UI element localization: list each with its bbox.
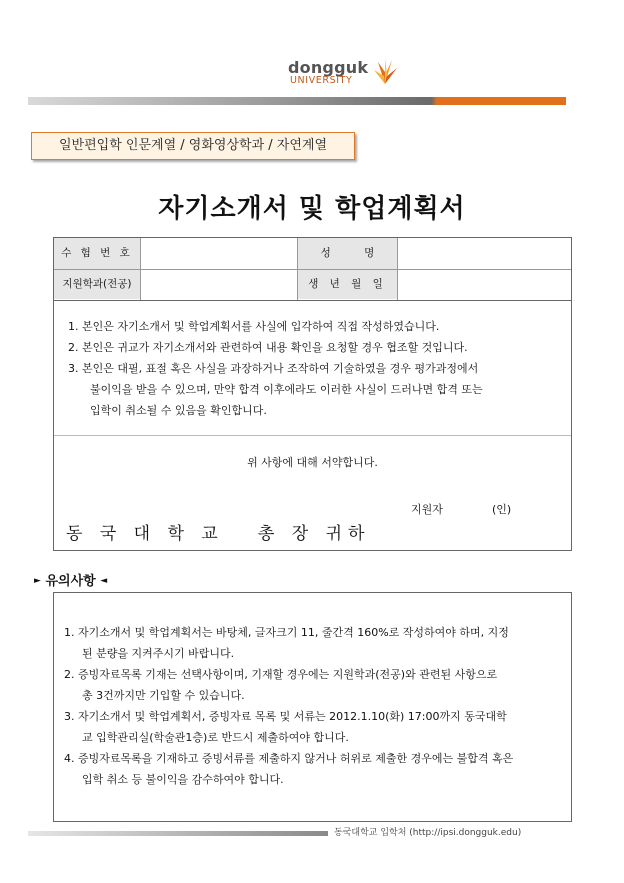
applicant-info-table bbox=[53, 237, 572, 301]
pledge-item-3-cont-2: 입학이 취소될 수 있음을 확인합니다. bbox=[90, 404, 267, 417]
pledge-section bbox=[53, 301, 572, 551]
notes-heading bbox=[34, 570, 107, 589]
triangle-left-icon: ◄ bbox=[100, 576, 108, 586]
note-item-1: 1. 자기소개서 및 학업계획서는 바탕체, 글자크기 11, 줄간격 160%로 작성하여야 하며, 지정 bbox=[64, 626, 509, 639]
department-field[interactable] bbox=[141, 270, 297, 299]
notes-heading-text: 유의사항 bbox=[45, 574, 96, 589]
note-item-3: 3. 자기소개서 및 학업계획서, 증빙자료 목록 및 서류는 2012.1.10(화) 17:00까지 동국대학 bbox=[64, 710, 507, 723]
footer-gradient-bar bbox=[28, 831, 328, 836]
logo-text-main: dongguk bbox=[288, 58, 369, 77]
note-item-1-cont: 된 분량을 지켜주시기 바랍니다. bbox=[82, 647, 235, 660]
lotus-flame-icon bbox=[372, 56, 398, 86]
applicant-label: 지원자 bbox=[411, 503, 443, 516]
department-label: 지원학과(전공) bbox=[54, 270, 140, 299]
note-item-4-cont: 입학 취소 등 불이익을 감수하여야 합니다. bbox=[82, 773, 284, 786]
birthdate-field[interactable] bbox=[398, 270, 570, 299]
pledge-item-3-cont-1: 불이익을 받을 수 있으며, 만약 합격 이후에라도 이러한 사실이 드러나면 합격 또는 bbox=[90, 383, 483, 396]
note-item-2-cont: 총 3건까지만 기입할 수 있습니다. bbox=[82, 689, 245, 702]
seal-label: (인) bbox=[492, 503, 512, 516]
note-item-2: 2. 증빙자료목록 기재는 선택사항이며, 기재할 경우에는 지원학과(전공)와 관련된 사항으로 bbox=[64, 668, 498, 681]
department-banner: 일반편입학 인문계열 / 영화영상학과 / 자연계열 bbox=[31, 132, 355, 160]
notes-section bbox=[53, 592, 572, 822]
exam-number-label: 수 험 번 호 bbox=[54, 238, 140, 269]
pledge-sign-statement: 위 사항에 대해 서약합니다. bbox=[247, 456, 378, 469]
birthdate-label: 생 년 월 일 bbox=[298, 270, 397, 299]
document-title: 자기소개서 및 학업계획서 bbox=[158, 194, 466, 224]
pledge-divider bbox=[54, 435, 571, 436]
note-item-3-cont: 교 입학관리실(학술관1층)로 반드시 제출하여야 합니다. bbox=[82, 731, 349, 744]
pledge-item-3: 3. 본인은 대필, 표절 혹은 사실을 과장하거나 조작하여 기술하였을 경우 평가과정에서 bbox=[68, 362, 479, 375]
pledge-item-1: 1. 본인은 자기소개서 및 학업계획서를 사실에 입각하여 직접 작성하였습니다. bbox=[68, 320, 440, 333]
pledge-item-2: 2. 본인은 귀교가 자기소개서와 관련하여 내용 확인을 요청할 경우 협조할 것입니다. bbox=[68, 341, 468, 354]
triangle-right-icon: ► bbox=[34, 576, 41, 586]
university-logo bbox=[288, 58, 408, 92]
header-gradient-bar bbox=[28, 97, 566, 105]
exam-number-field[interactable] bbox=[141, 238, 297, 269]
name-label: 성 명 bbox=[298, 238, 397, 269]
logo-text-sub: UNIVERSITY bbox=[290, 75, 353, 86]
note-item-4: 4. 증빙자료목록을 기재하고 증빙서류를 제출하지 않거나 허위로 제출한 경우에는 불합격 혹은 bbox=[64, 752, 514, 765]
name-field[interactable] bbox=[398, 238, 570, 269]
president-addressee: 동 국 대 학 교 총 장 귀하 bbox=[66, 524, 371, 544]
footer-admissions-text: 동국대학교 입학처 (http://ipsi.dongguk.edu) bbox=[334, 828, 522, 838]
